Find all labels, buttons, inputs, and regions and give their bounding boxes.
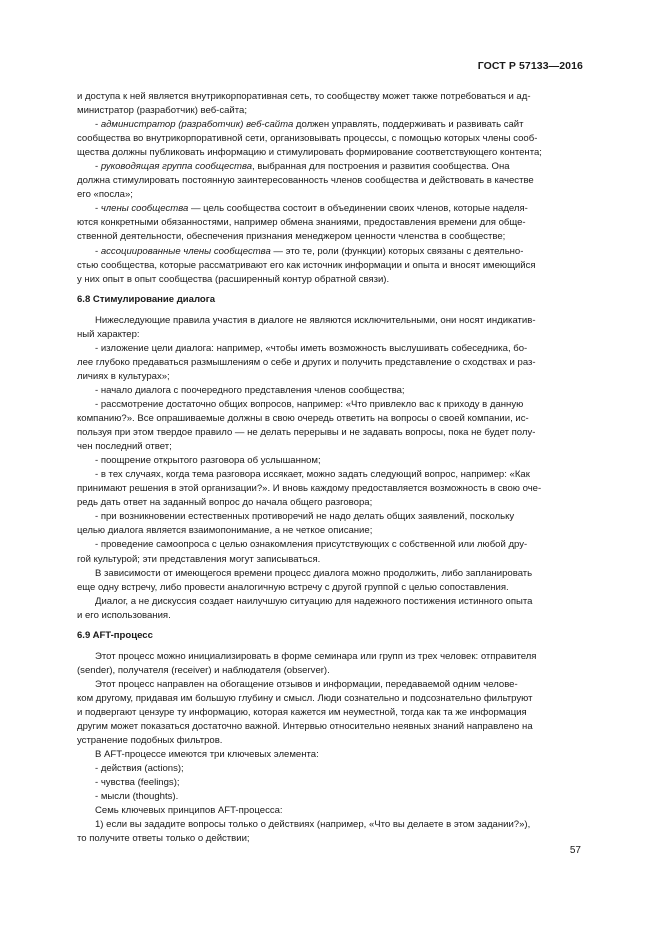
text-line: министратор (разработчик) веб-сайта; bbox=[77, 105, 247, 117]
text-line: Диалог, а не дискуссия создает наилучшую ситуацию для надежного постижения истинного опыта bbox=[95, 595, 533, 607]
section-heading: 6.9 AFT-процесс bbox=[77, 630, 153, 642]
list-dash: - bbox=[95, 245, 101, 257]
text-line: и подвергают цензуре ту информацию, которая кажется им неуместной, тогда как та же информация bbox=[77, 706, 527, 718]
text-line: (sender), получателя (receiver) и наблюдателя (observer). bbox=[77, 664, 330, 676]
text-line: личиях в культурах»; bbox=[77, 370, 170, 382]
text-line: целью диалога является взаимопонимание, а не четкое описание; bbox=[77, 525, 373, 537]
text-line: - мысли (thoughts). bbox=[95, 791, 179, 803]
text-line: редь дать ответ на заданный вопрос до начала общего разговора; bbox=[77, 497, 373, 509]
text-line bbox=[77, 245, 582, 259]
text-line: - начало диалога с поочередного представления членов сообщества; bbox=[95, 384, 405, 396]
text-line: еще одну встречу, либо провести аналогичную встречу с другой группой с целью сопоставления. bbox=[77, 581, 509, 593]
term-italic: ассоциированные члены сообщества bbox=[100, 245, 271, 257]
document-code: ГОСТ Р 57133—2016 bbox=[477, 60, 583, 72]
text-line: ный характер: bbox=[77, 328, 140, 340]
text-line: В зависимости от имеющегося времени процесс диалога можно продолжить, либо запланировать bbox=[95, 567, 533, 579]
text-line: Нижеследующие правила участия в диалоге не являются исключительными, они носят индикатив- bbox=[95, 314, 536, 326]
term-italic: администратор (разработчик) веб-сайта bbox=[100, 119, 294, 131]
document-body bbox=[77, 90, 582, 846]
text-line: пользуя при этом твердое правило — не делать перерывы и не задавать вопросы, пока не будет полу- bbox=[77, 427, 536, 439]
list-dash: - bbox=[95, 119, 101, 131]
text-line: его «посла»; bbox=[77, 189, 133, 201]
text-line: должна стимулировать постоянную заинтересованность членов сообщества и действовать в качестве bbox=[77, 175, 534, 187]
text-line: чен последний ответ; bbox=[77, 441, 172, 453]
text-line: ются конкретными обязанностями, например обмена знаниями, предоставления времени для обще- bbox=[77, 217, 526, 229]
text-line: В AFT-процессе имеются три ключевых элемента: bbox=[95, 749, 319, 761]
text-line bbox=[77, 202, 582, 216]
text-line: Семь ключевых принципов AFT-процесса: bbox=[95, 805, 283, 817]
text-line: принимают решения в этой организации?». И вновь каждому предоставляется возможность в свою оче- bbox=[77, 483, 542, 495]
text-line: - поощрение открытого разговора об услышанном; bbox=[95, 455, 321, 467]
term-definition: — цель сообщества состоит в объединении своих членов, которые наделя- bbox=[188, 203, 528, 215]
term-definition: должен управлять, поддерживать и развивать сайт bbox=[293, 119, 524, 131]
text-line: и его использования. bbox=[77, 609, 171, 621]
text-line: гой культурой; эти представления могут записываться. bbox=[77, 553, 321, 565]
term-italic: члены сообщества bbox=[100, 203, 189, 215]
text-line bbox=[77, 118, 582, 132]
term-italic: руководящая группа сообщества bbox=[100, 161, 253, 173]
text-line: стью сообщества, которые рассматривают его как источник информации и опыта и вносят имеющийся bbox=[77, 259, 536, 271]
term-definition: , выбранная для построения и развития сообщества. Она bbox=[252, 161, 510, 173]
text-line: - действия (actions); bbox=[95, 763, 184, 775]
term-definition: — это те, роли (функции) которых связаны с деятельно- bbox=[270, 245, 524, 257]
text-line: - изложение цели диалога: например, «чтобы иметь возможность выслушивать собеседника, бо- bbox=[95, 342, 528, 354]
text-line: устранение подобных фильтров. bbox=[77, 735, 223, 747]
list-dash: - bbox=[95, 161, 101, 173]
text-line: Этот процесс направлен на обогащение отзывов и информации, передаваемой одним челове- bbox=[95, 678, 518, 690]
text-line: щества должны публиковать информацию и стимулировать формирование соответствующего контента; bbox=[77, 147, 542, 159]
text-line: ственной деятельности, обеспечения признания менеджером ценности членства в сообществе; bbox=[77, 231, 506, 243]
text-line: и доступа к ней является внутрикорпоративная сеть, то сообществу может также потребоваться и ад- bbox=[77, 91, 531, 102]
text-line: - рассмотрение достаточно общих вопросов, например: «Что привлекло вас к приходу в данную bbox=[95, 398, 524, 410]
text-line: лее глубоко предаваться размышлениям о себе и других и получить представление о сходствах и раз- bbox=[77, 356, 536, 368]
text-line: то получите ответы только о действии; bbox=[77, 833, 250, 845]
text-line: - проведение самоопроса с целью ознакомления присутствующих с собственной или любой дру- bbox=[95, 539, 528, 551]
text-line: 1) если вы зададите вопросы только о действиях (например, «Что вы делаете в этом задании?»), bbox=[95, 819, 531, 831]
text-line: - чувства (feelings); bbox=[95, 777, 180, 789]
text-line: компанию?». Все опрашиваемые должны в свою очередь ответить на вопросы о своей компании, ис- bbox=[77, 413, 529, 425]
section-heading: 6.8 Стимулирование диалога bbox=[77, 294, 216, 306]
text-line bbox=[77, 160, 582, 174]
page-number: 57 bbox=[569, 845, 581, 856]
text-line: - в тех случаях, когда тема разговора иссякает, можно задать следующий вопрос, например: «Как bbox=[95, 469, 530, 481]
list-dash: - bbox=[95, 203, 101, 215]
text-line: - при возникновении естественных противоречий не надо делать общих заявлений, поскольку bbox=[95, 511, 515, 523]
text-line: Этот процесс можно инициализировать в форме семинара или групп из трех человек: отправителя bbox=[95, 650, 537, 662]
text-line: у них опыт в опыт сообщества (расширенный контур обратной связи). bbox=[77, 273, 390, 285]
text-line: сообщества во внутрикорпоративной сети, организовывать процессы, с помощью которых члены сооб- bbox=[77, 133, 538, 145]
text-line: другим может показаться достаточно важной. Интервью относительно неявных знаний направлено на bbox=[77, 721, 533, 733]
text-line: ком другому, придавая им большую глубину и смысл. Люди сознательно и подсознательно фильтруют bbox=[77, 692, 533, 704]
